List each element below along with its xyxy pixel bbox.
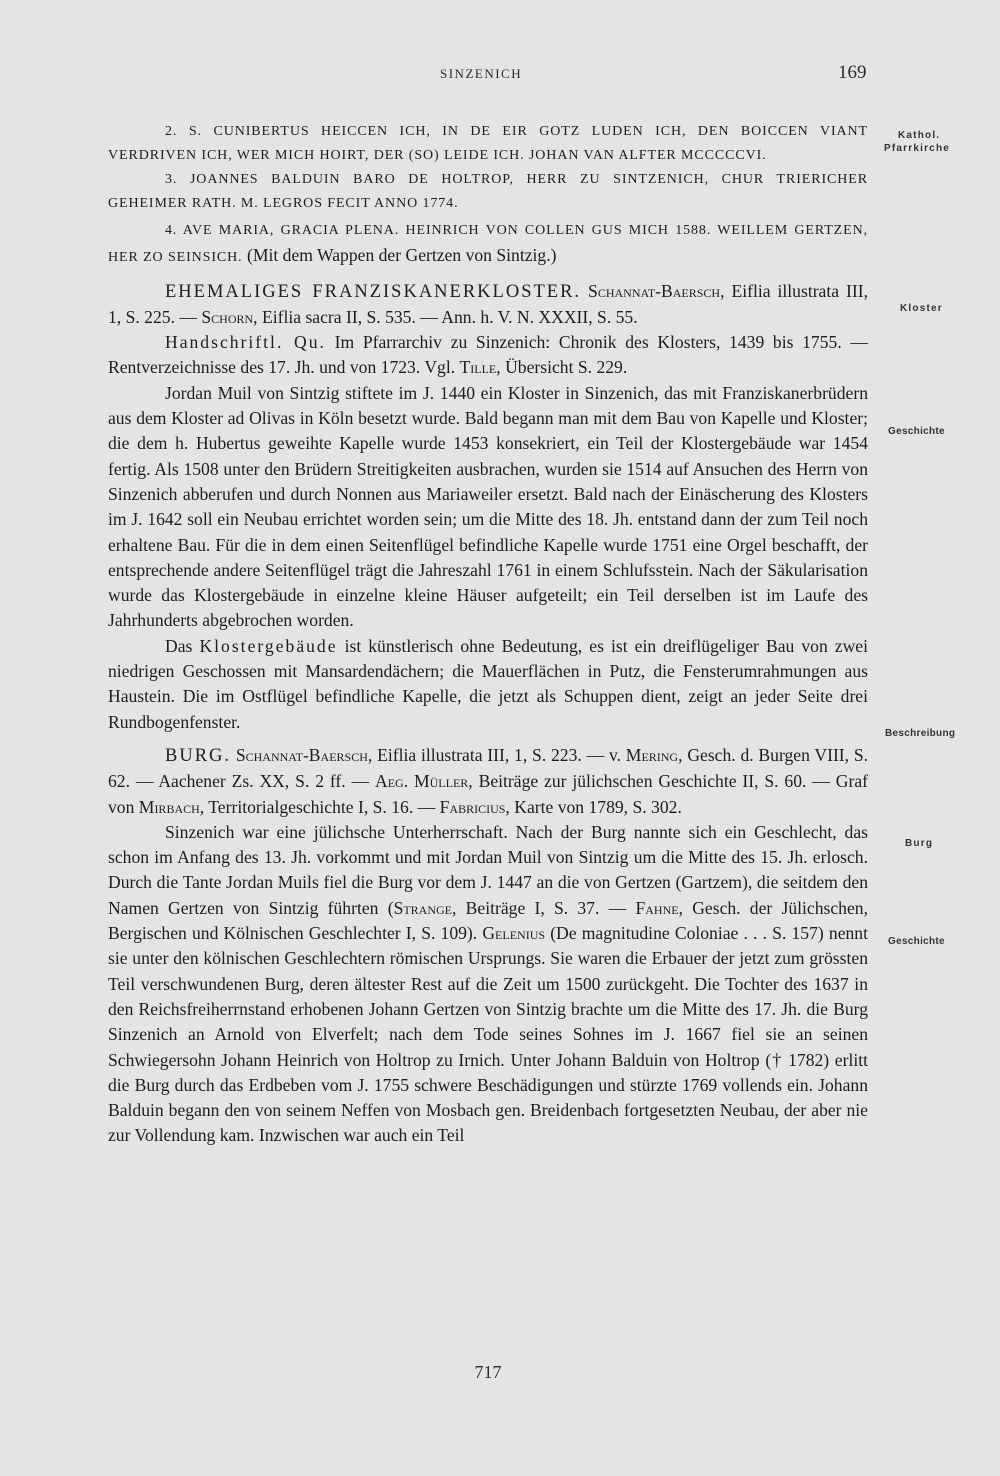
- bell-4-note: (Mit dem Wappen der Gertzen von Sintzig.): [246, 245, 557, 266]
- desc-prefix: Das: [165, 635, 193, 656]
- page-number: 169: [838, 62, 867, 83]
- margin-note-geschichte-burg: Geschichte: [888, 936, 945, 947]
- burg-lit-author-1: Schannat-Baersch,: [235, 744, 373, 765]
- burg-lit-author-3: Aeg. Müller,: [375, 771, 473, 792]
- margin-note-geschichte: Geschichte: [888, 426, 945, 437]
- kloster-lit-text-1: Eiflia illustrata III, 1, S. 225. —: [108, 280, 868, 327]
- burg-history-3: Gesch. der Jülichschen, Bergischen und Kölnischen Geschlechter I, S. 109).: [108, 897, 868, 944]
- burg-lit-author-2: Mering,: [625, 744, 683, 765]
- burg-lit-author-4: Mirbach,: [138, 796, 205, 817]
- footer-signature: 717: [474, 1362, 502, 1382]
- bell-inscription-3: 3. JOANNES BALDUIN BARO DE HOLTROP, HERR ZU SINTZENICH, CHUR TRIERICHER GEHEIMER RATH. M. LEGROS FECIT ANNO 1774.: [108, 172, 868, 211]
- kloster-lit-author-2: Schorn,: [201, 306, 258, 327]
- margin-note-kloster: Kloster: [900, 303, 943, 314]
- kloster-lit-author-1: Schannat-Baersch,: [588, 280, 725, 301]
- desc-text: ist künstlerisch ohne Bedeutung, es ist ein dreiflügeliger Bau von zwei niedrigen Geschossen mit Mansardendächern; die Mauerflächen in Putz, die Fensterumrahmungen aus Haustein. Die im Ostflügel befindliche Kapelle, die jetzt als Schuppen dient, zeigt an jeder Seite drei Rundbogenfenster.: [108, 635, 869, 732]
- burg-history-author-3: Gelenius: [482, 923, 546, 944]
- page-footer: [0, 1362, 1000, 1383]
- burg-lit-text-5: Karte von 1789, S. 302.: [514, 796, 682, 817]
- desc-label: Klostergebäude: [199, 635, 338, 656]
- margin-note-pfarrkirche: Pfarrkirche: [884, 143, 951, 154]
- burg-lit-text-4: Territorialgeschichte I, S. 16. —: [208, 796, 436, 817]
- main-text: [108, 120, 868, 1149]
- quellen-author: Tille,: [459, 357, 501, 378]
- burg-lit-text-2: Gesch. d. Burgen VIII, S. 62. — Aachener Zs. XX, S. 2 ff. —: [108, 744, 869, 792]
- kloster-literature: [108, 279, 868, 331]
- burg-history-2: Beiträge I, S. 37. —: [465, 897, 627, 918]
- burg-history-4: (De magnitudine Coloniae . . . S. 157) nennt sie unter den kölnischen Geschlechtern römischen Ursprungs. Sie waren die Erbauer der jetzt zum grössten Teil verschwundenen Burg, deren ältester Rest auf die Zeit um 1500 zurückgeht. Die Tochter des 1637 in den Reichsfreiherrnstand erhobenen Johann Gertzen von Sintzig brachte um die Mitte des 17. Jh. die Burg Sinzenich an Arnold von Elverfelt; nach dem Tode seines Sohnes im J. 1667 fiel sie an seinen Schwiegersohn Johann Heinrich von Holtrop zu Irnich. Unter Johann Balduin von Holtrop († 1782) erlitt die Burg durch das Erdbeben vom J. 1755 schwere Beschädigungen und stürzte 1769 vollends ein. Johann Balduin begann den von seinem Neffen von Mosbach gen. Breidenbach fortgesetzten Neubau, der aber nie zur Vollendung kam. Inzwischen war auch ein Teil: [108, 923, 868, 1146]
- burg-literature: [108, 743, 868, 820]
- margin-note-beschreibung: Beschreibung: [885, 728, 956, 739]
- burg-history: [108, 820, 868, 1149]
- bell-4-inscription: 4. AVE MARIA, GRACIA PLENA. HEINRICH VON COLLEN GUS MICH 1588. WEILLEM GERTZEN, HER ZO SEINSICH.: [108, 223, 868, 266]
- quellen-text-1: Im Pfarrarchiv zu Sinzenich: Chronik des Klosters, 1439 bis 1755. — Rentverzeichnisse des 17. Jh. und von 1723. Vgl.: [108, 332, 868, 378]
- bell-inscription-4: [108, 216, 868, 271]
- kloster-quellen: [108, 330, 868, 381]
- kloster-heading: EHEMALIGES FRANZISKANERKLOSTER.: [165, 281, 582, 302]
- margin-note-katholisch: Kathol.: [898, 130, 941, 141]
- kloster-description: [108, 634, 868, 735]
- kloster-history: Jordan Muil von Sintzig stiftete im J. 1440 ein Kloster in Sinzenich, das mit Franziskanerbrüdern aus dem Kloster ad Olivas in Köln besetzt wurde. Bald begann man mit dem Bau von Kapelle und Kloster; die dem h. Hubertus geweihte Kapelle wurde 1453 konsekriert, ein Teil der Klostergebäude war 1454 fertig. Als 1508 unter den Brüdern Streitigkeiten ausbrachen, wurden sie 1514 auf Ansuchen des Herrn von Sinzenich abberufen und durch Nonnen aus Mariaweiler ersetzt. Bald nach der Einäscherung des Klosters im J. 1642 soll ein Neubau errichtet worden sein; um die Mitte des 18. Jh. entstand dann der zum Teil noch erhaltene Bau. Für die in dem einen Seitenflügel befindliche Kapelle wurde 1751 eine Orgel beschafft, der entsprechende andere Seitenflügel trägt die Jahreszahl 1761 in einem Schlufsstein. Nach der Säkularisation wurde das Klostergebäude in einzelne kleine Häuser aufgeteilt; ein Teil derselben ist im Laufe des Jahrhunderts abgebrochen worden.: [108, 382, 868, 631]
- burg-lit-text-1: Eiflia illustrata III, 1, S. 223. — v.: [377, 744, 621, 765]
- kloster-lit-text-2: Eiflia sacra II, S. 535. — Ann. h. V. N. XXXII, S. 55.: [261, 306, 638, 327]
- burg-lit-text-3: Beiträge zur jülichschen Geschichte II, S. 60. — Graf von: [108, 771, 868, 817]
- running-head: [0, 62, 1000, 86]
- running-head-title: SINZENICH: [440, 66, 523, 81]
- burg-history-author-2: Fahne,: [635, 897, 683, 918]
- margin-note-burg: Burg: [905, 838, 934, 849]
- burg-lit-author-5: Fabricius,: [439, 796, 510, 817]
- burg-history-author-1: Strange,: [393, 897, 457, 918]
- burg-heading: BURG.: [165, 745, 232, 766]
- burg-history-1: Sinzenich war eine jülichsche Unterherrschaft. Nach der Burg nannte sich ein Geschlecht, das schon im Anfang des 13. Jh. vorkommt und mit Jordan Muil von Sintzig um die Mitte des 15. Jh. erlosch. Durch die Tante Jordan Muils fiel die Burg vor dem J. 1447 an die von Gertzen (Gartzem), die seitdem den Namen Gertzen von Sintzig führten (: [108, 821, 868, 918]
- quellen-label: Handschriftl. Qu.: [165, 332, 326, 353]
- quellen-text-2: Übersicht S. 229.: [505, 357, 628, 378]
- bell-inscription-2: 2. S. CUNIBERTUS HEICCEN ICH, IN DE EIR GOTZ LUDEN ICH, DEN BOICCEN VIANT VERDRIVEN ICH, WER MICH HOIRT, DER (SO) LEIDE ICH. JOHAN VAN ALFTER MCCCCCVI.: [108, 124, 868, 163]
